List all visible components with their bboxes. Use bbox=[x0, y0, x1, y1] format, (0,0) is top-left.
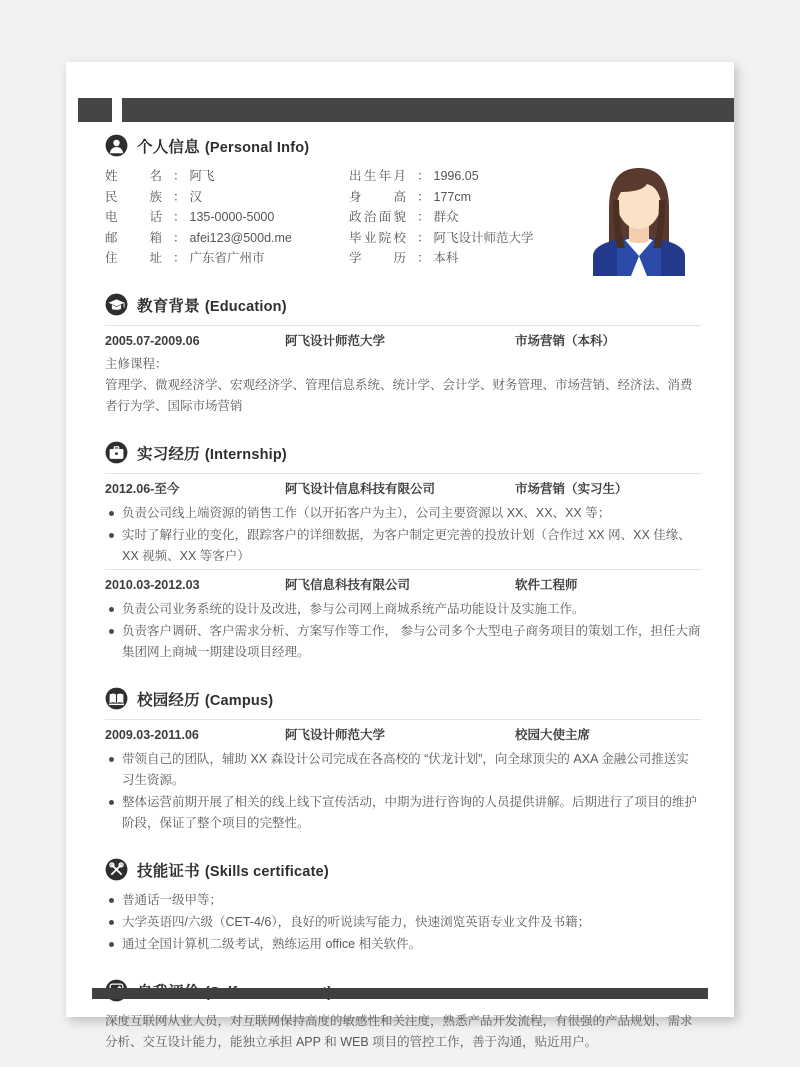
info-label-email: 邮箱 bbox=[105, 230, 162, 245]
section-title-en: (Education) bbox=[204, 298, 287, 315]
section-personal-info bbox=[105, 134, 701, 274]
internship-date: 2012.06-至今 bbox=[105, 482, 180, 496]
info-value-phone: 135-0000-5000 bbox=[189, 210, 275, 224]
info-row-email: 邮箱 ： afei123@500d.me bbox=[105, 228, 349, 249]
info-label-phone: 电话 bbox=[105, 210, 162, 224]
campus-organization: 阿飞设计师范大学 bbox=[285, 728, 386, 742]
section-header-internship bbox=[105, 441, 701, 464]
resume-content bbox=[105, 134, 701, 1057]
section-title-cn: 教育背景 bbox=[137, 297, 200, 315]
section-header-skills bbox=[105, 858, 701, 881]
section-title-skills bbox=[137, 859, 329, 881]
info-label-height: 身高 bbox=[349, 189, 406, 204]
header-bar-row bbox=[66, 98, 734, 122]
education-entry bbox=[105, 326, 701, 353]
footer-accent-bar bbox=[92, 988, 708, 999]
info-row-address: 住址 ： 广东省广州市 bbox=[105, 248, 349, 269]
internship-organization: 阿飞设计信息科技有限公司 bbox=[285, 482, 436, 496]
internship-role: 市场营销（实习生） bbox=[515, 482, 628, 496]
info-label-address: 住址 bbox=[105, 251, 162, 265]
graduation-cap-icon bbox=[105, 293, 128, 316]
campus-date: 2009.03-2011.06 bbox=[105, 728, 199, 742]
internship-date: 2010.03-2012.03 bbox=[105, 578, 200, 592]
info-label-university: 毕业院校 bbox=[349, 230, 406, 245]
section-title-en: (Skills certificate) bbox=[204, 863, 329, 880]
info-row-birthdate: 出生年月 ： 1996.05 bbox=[349, 166, 599, 187]
header-accent-bar bbox=[122, 98, 734, 122]
info-label-degree: 学历 bbox=[349, 251, 406, 265]
internship-role: 软件工程师 bbox=[515, 578, 578, 592]
list-item: 实时了解行业的变化，跟踪客户的详细数据，为客户制定更完善的投放计划（合作过 XX 网、XX 佳缘、XX 视频、XX 等客户） bbox=[105, 525, 701, 567]
info-row-degree: 学历 ： 本科 bbox=[349, 248, 599, 269]
section-title-en: (Personal Info) bbox=[204, 139, 310, 156]
education-courses-text: 管理学、微观经济学、宏观经济学、管理信息系统、统计学、会计学、财务管理、市场营销、经济法、消费者行为学、国际市场营销 bbox=[105, 378, 693, 413]
info-row-ethnicity: 民族 ： 汉 bbox=[105, 187, 349, 208]
list-item: 负责公司业务系统的设计及改进，参与公司网上商城系统产品功能设计及实施工作。 bbox=[105, 599, 701, 620]
info-value-political-status: 群众 bbox=[433, 210, 459, 224]
info-label-birthdate: 出生年月 bbox=[349, 169, 406, 183]
info-value-address: 广东省广州市 bbox=[189, 251, 265, 265]
internship-entry bbox=[105, 570, 701, 597]
personal-info-right-column bbox=[349, 166, 599, 269]
briefcase-icon bbox=[105, 441, 128, 464]
internship-organization: 阿飞信息科技有限公司 bbox=[285, 578, 411, 592]
section-title-education bbox=[137, 294, 287, 316]
section-skills bbox=[105, 858, 701, 955]
list-item: 负责公司线上端资源的销售工作（以开拓客户为主），公司主要资源以 XX、XX、XX 等； bbox=[105, 503, 701, 524]
section-title-en: (Campus) bbox=[204, 692, 274, 709]
education-courses-label: 主修课程： bbox=[105, 357, 168, 371]
avatar bbox=[587, 160, 691, 276]
info-value-degree: 本科 bbox=[433, 251, 459, 265]
internship-bullets bbox=[105, 599, 701, 663]
info-value-height: 177cm bbox=[433, 189, 472, 204]
internship-entry bbox=[105, 474, 701, 501]
campus-role: 校园大使主席 bbox=[515, 728, 591, 742]
section-title-cn: 实习经历 bbox=[137, 445, 200, 463]
section-campus bbox=[105, 687, 701, 834]
info-value-birthdate: 1996.05 bbox=[433, 169, 479, 183]
person-icon bbox=[105, 134, 128, 157]
list-item: 带领自己的团队，辅助 XX 森设计公司完成在各高校的 “伏龙计划”，向全球顶尖的 AXA 金融公司推送实习生资源。 bbox=[105, 749, 701, 791]
section-internship bbox=[105, 441, 701, 663]
list-item: 大学英语四/六级（CET-4/6），良好的听说读写能力，快速浏览英语专业文件及书籍； bbox=[105, 912, 701, 933]
list-item: 普通话一级甲等； bbox=[105, 890, 701, 911]
list-item: 通过全国计算机二级考试，熟练运用 office 相关软件。 bbox=[105, 934, 701, 955]
education-major: 市场营销（本科） bbox=[515, 334, 616, 348]
open-book-icon bbox=[105, 687, 128, 710]
info-label-name: 姓名 bbox=[105, 169, 162, 183]
section-title-personal bbox=[137, 135, 309, 157]
internship-bullets bbox=[105, 503, 701, 567]
section-header-personal bbox=[105, 134, 701, 157]
info-row-political-status: 政治面貌 ： 群众 bbox=[349, 207, 599, 228]
personal-info-body bbox=[105, 166, 701, 274]
section-education bbox=[105, 293, 701, 417]
info-value-ethnicity: 汉 bbox=[189, 189, 203, 204]
campus-entry bbox=[105, 720, 701, 747]
education-organization: 阿飞设计师范大学 bbox=[285, 334, 386, 348]
section-header-campus bbox=[105, 687, 701, 710]
info-row-university: 毕业院校 ： 阿飞设计师范大学 bbox=[349, 228, 599, 249]
info-value-university: 阿飞设计师范大学 bbox=[433, 230, 534, 245]
personal-info-left-column bbox=[105, 166, 349, 269]
info-row-phone: 电话 ： 135-0000-5000 bbox=[105, 207, 349, 228]
info-value-name: 阿飞 bbox=[189, 169, 215, 183]
section-title-en: (Internship) bbox=[204, 446, 287, 463]
campus-bullets bbox=[105, 749, 701, 834]
info-row-height: 身高 ： 177cm bbox=[349, 187, 599, 208]
header-accent-square bbox=[78, 98, 112, 122]
resume-page bbox=[66, 62, 734, 1049]
section-title-campus bbox=[137, 688, 273, 710]
section-title-cn: 校园经历 bbox=[137, 691, 200, 709]
section-title-cn: 技能证书 bbox=[137, 862, 200, 880]
list-item: 负责客户调研、客户需求分析、方案写作等工作， 参与公司多个大型电子商务项目的策划工作，担任大商集团网上商城一期建设项目经理。 bbox=[105, 621, 701, 663]
section-header-education bbox=[105, 293, 701, 316]
info-label-ethnicity: 民族 bbox=[105, 189, 162, 204]
info-value-email: afei123@500d.me bbox=[189, 230, 292, 245]
info-label-political-status: 政治面貌 bbox=[349, 210, 406, 224]
education-date: 2005.07-2009.06 bbox=[105, 334, 200, 348]
skills-bullets bbox=[105, 890, 701, 955]
self-assessment-text: 深度互联网从业人员，对互联网保持高度的敏感性和关注度，熟悉产品开发流程，有很强的产品规划、需求分析、交互设计能力，能独立承担 APP 和 WEB 项目的管控工作，善于沟通，贴近用户。 bbox=[105, 1014, 693, 1049]
list-item: 整体运营前期开展了相关的线上线下宣传活动，中期为进行咨询的人员提供讲解。后期进行了项目的维护阶段，保证了整个项目的完整性。 bbox=[105, 792, 701, 834]
section-title-cn: 个人信息 bbox=[137, 138, 200, 156]
info-row-name: 姓名 ： 阿飞 bbox=[105, 166, 349, 187]
section-title-internship bbox=[137, 442, 287, 464]
tools-icon bbox=[105, 858, 128, 881]
